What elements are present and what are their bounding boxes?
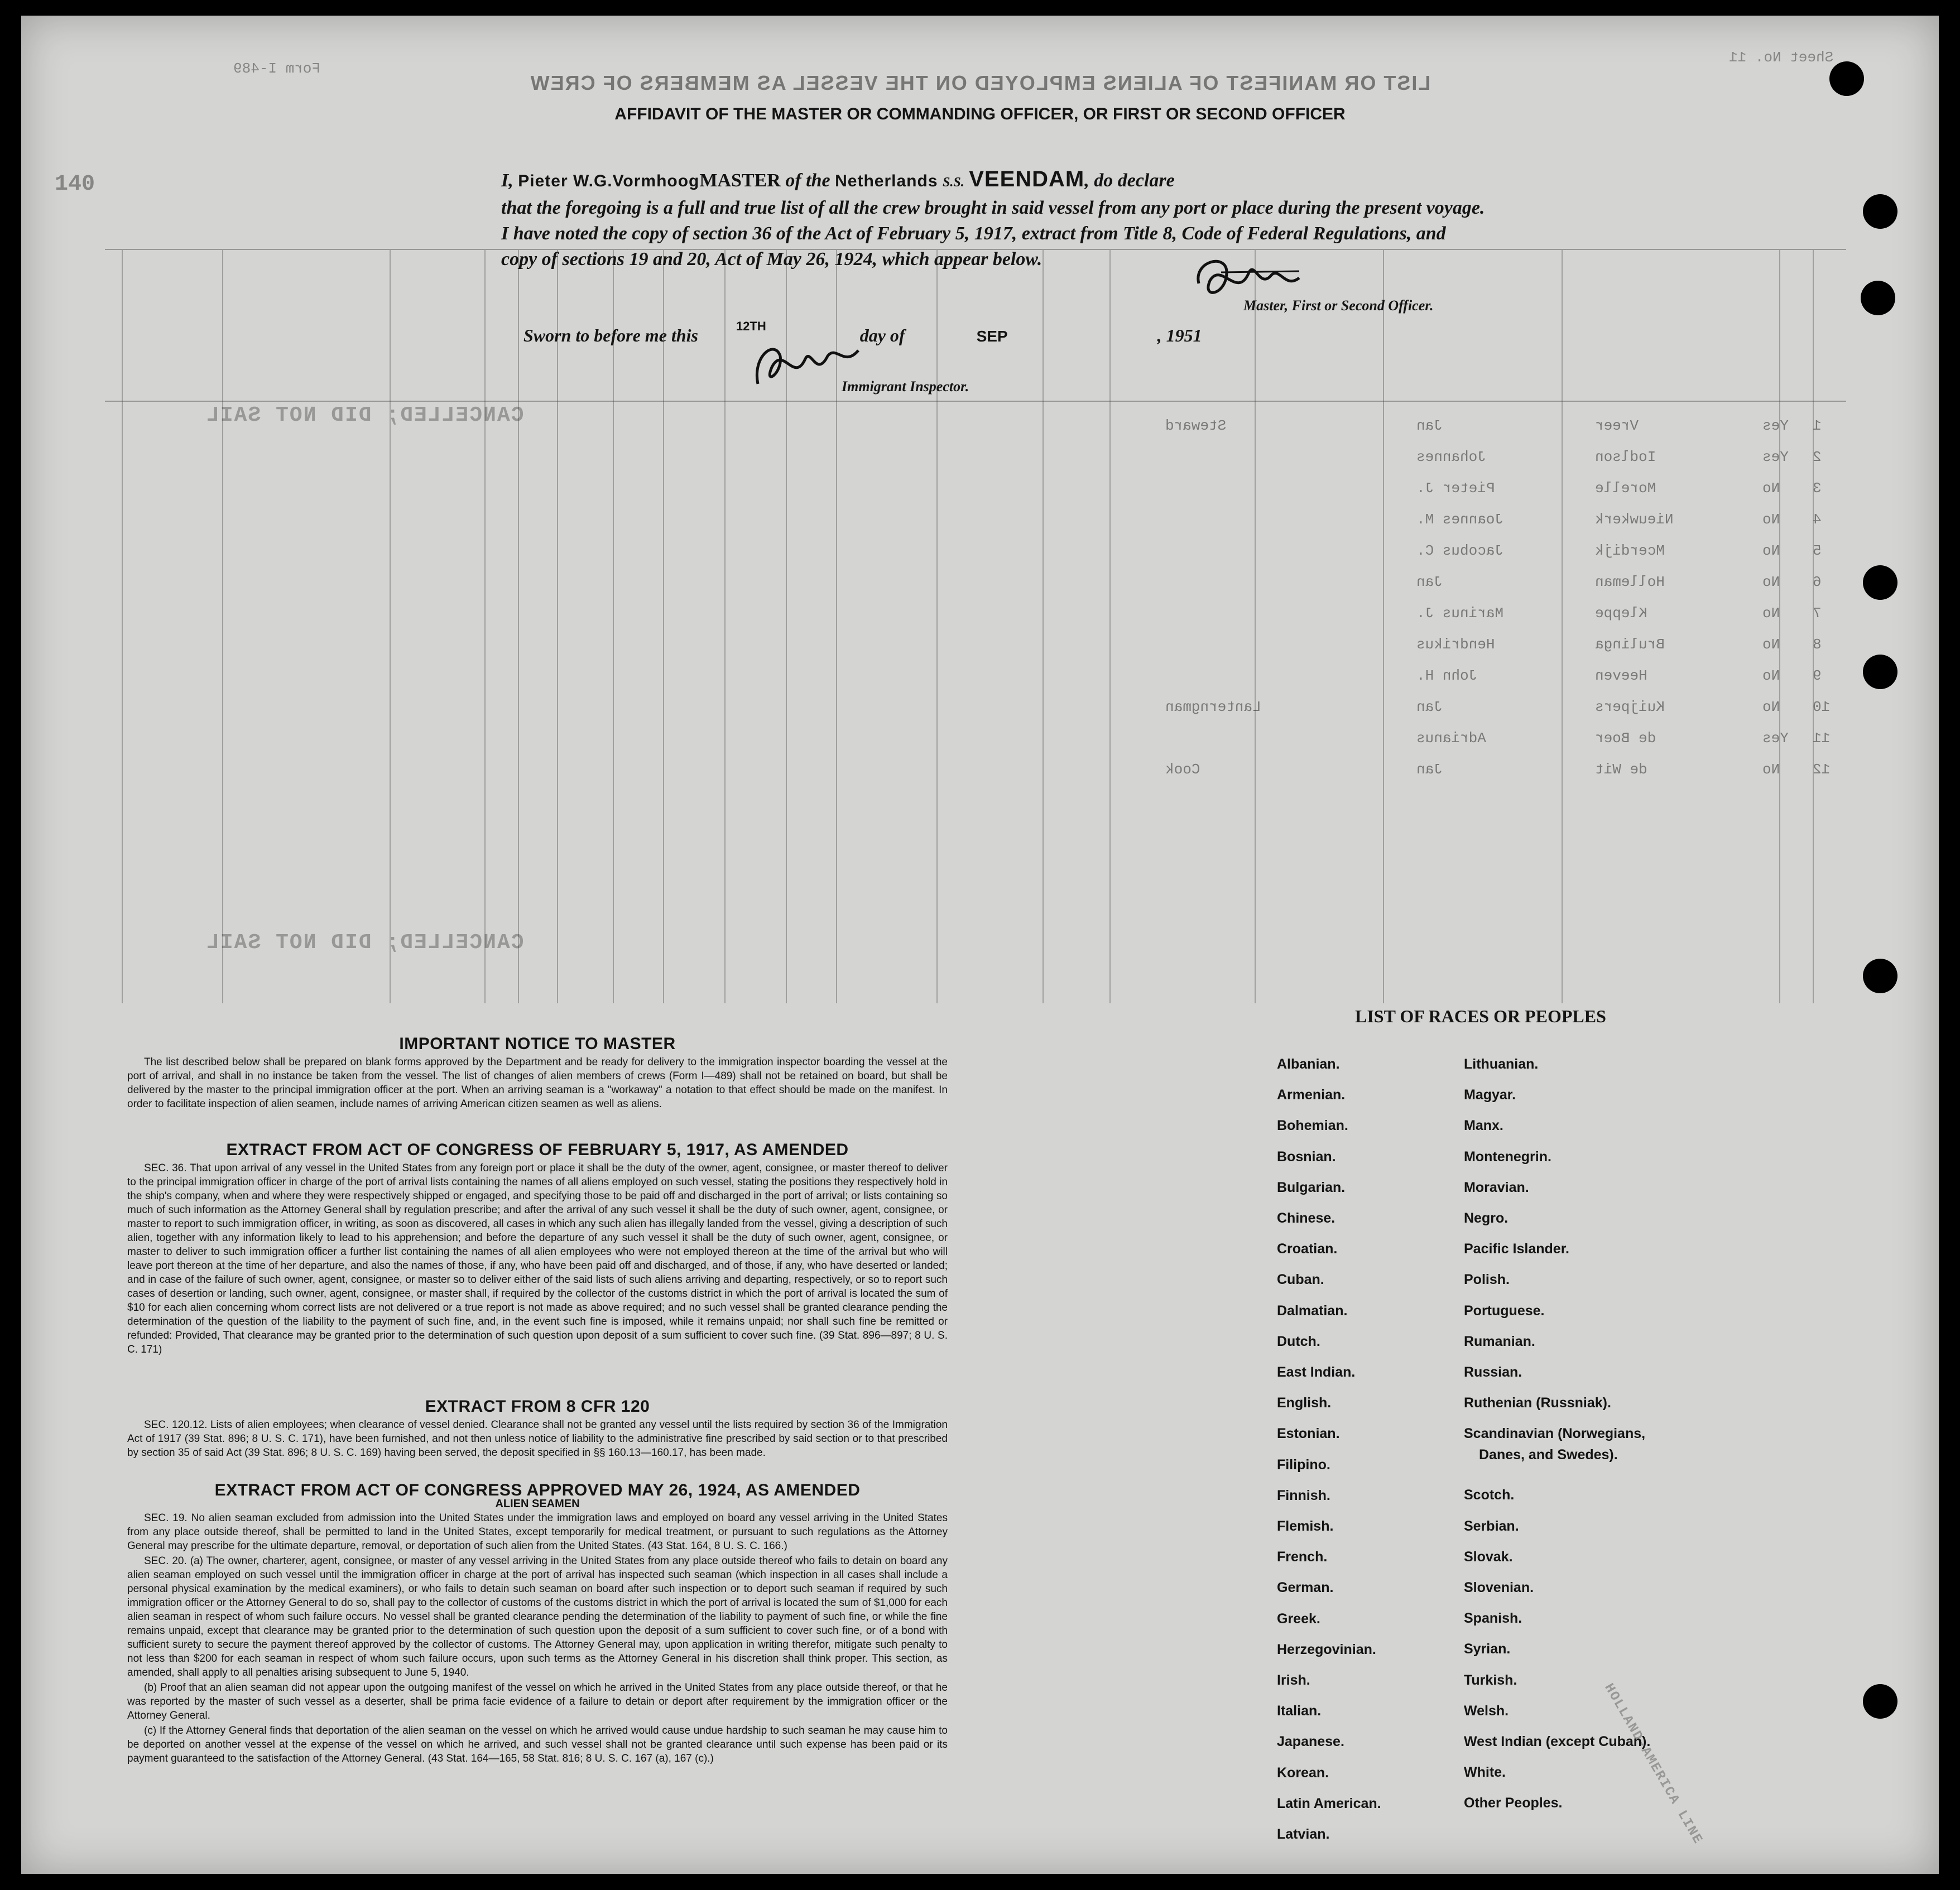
sheet-label: Sheet No. 11 bbox=[1729, 49, 1834, 66]
race-item: Portuguese. bbox=[1464, 1302, 1545, 1319]
row-number: 11 bbox=[1813, 730, 1831, 747]
side-stamp: HOLLAND-AMERICA LINE bbox=[1601, 1681, 1706, 1848]
important-notice-title: IMPORTANT NOTICE TO MASTER bbox=[399, 1035, 676, 1053]
affidavit-title: AFFIDAVIT OF THE MASTER OR COMMANDING OFFICER, OR FIRST OR SECOND OFFICER bbox=[614, 105, 1346, 123]
table-row bbox=[21, 605, 1939, 636]
grid-header-rule bbox=[105, 401, 1846, 402]
race-item: White. bbox=[1464, 1764, 1506, 1781]
race-item: Negro. bbox=[1464, 1210, 1509, 1226]
table-row bbox=[21, 730, 1939, 761]
row-given-name: John H. bbox=[1416, 667, 1478, 684]
race-item: Armenian. bbox=[1277, 1087, 1346, 1103]
row-family-name: Iodlson bbox=[1595, 449, 1656, 465]
grid-top-rule bbox=[105, 249, 1846, 250]
page-mark: 140 bbox=[55, 172, 95, 197]
row-family-name: Kuijpers bbox=[1595, 699, 1665, 715]
cancelled-stamp: CANCELLED; DID NOT SAIL bbox=[205, 931, 524, 955]
race-item: Other Peoples. bbox=[1464, 1795, 1563, 1811]
race-item: Pacific Islander. bbox=[1464, 1241, 1569, 1257]
race-item: Polish. bbox=[1464, 1272, 1510, 1288]
table-row bbox=[21, 636, 1939, 667]
race-item: Slovenian. bbox=[1464, 1580, 1534, 1595]
row-family-name: Brulinga bbox=[1595, 636, 1665, 653]
punch-hole bbox=[1861, 281, 1895, 315]
race-item: Croatian. bbox=[1277, 1241, 1338, 1257]
race-item: West Indian (except Cuban). bbox=[1464, 1734, 1651, 1749]
affidavit-text bbox=[501, 166, 1495, 272]
race-item: French. bbox=[1277, 1549, 1328, 1565]
manifest-sheet bbox=[21, 16, 1939, 1874]
row-ability: No bbox=[1762, 574, 1780, 590]
punch-hole bbox=[1863, 194, 1897, 229]
master-word: MASTER bbox=[699, 170, 781, 191]
important-notice-text: The list described below shall be prepared on blank forms approved by the Department and be ready for delivery to the immigration inspector boarding the vessel at the port of arrival, and shall in no instance be taken from the vessel. The list of changes of alien members of crews (Form I—489) shall not be retained on board, but shall be delivered by the master to the principal immigration officer at the port. When an arriving seaman is a "workaway" a notation to that effect should be made on the manifest. In order to facilitate inspection of alien seamen, include names of arriving American citizen seamen as well as aliens. bbox=[127, 1056, 948, 1110]
race-item: Bosnian. bbox=[1277, 1148, 1336, 1165]
master-signature bbox=[1188, 250, 1310, 311]
vessel-nationality: Netherlands bbox=[835, 172, 938, 190]
race-item: Herzegovinian. bbox=[1277, 1641, 1376, 1657]
row-number: 4 bbox=[1813, 511, 1822, 528]
race-item: Filipino. bbox=[1277, 1456, 1330, 1473]
race-item: Magyar. bbox=[1464, 1087, 1516, 1103]
row-family-name: Heeven bbox=[1595, 667, 1647, 684]
affidavit-i: I, bbox=[501, 170, 513, 191]
inspector-signature bbox=[741, 334, 864, 395]
race-item: East Indian. bbox=[1277, 1364, 1356, 1380]
race-item: Greek. bbox=[1277, 1610, 1320, 1627]
day-of-text: day of bbox=[859, 325, 905, 345]
extract-cfr-text: SEC. 120.12. Lists of alien employees; when clearance of vessel denied. Clearance shall not be granted any vessel until the lists required by section 36 of the Immigration Act of 1917 (39 Stat. 896; 8 U. S. C. 171), have been furnished, and not then unless notice of liability to the administrative fine prescribed by said section or to that prescribed by section 35 of said Act (39 Stat. 896; 8 U. S. C. 169) having been served, the deposit specified in §§ 160.13—160.17, has been made. bbox=[127, 1419, 948, 1459]
race-item: Cuban. bbox=[1277, 1272, 1324, 1288]
row-number: 10 bbox=[1813, 699, 1831, 715]
master-name: Pieter W.G.Vormhoog bbox=[518, 172, 700, 190]
race-item: Chinese. bbox=[1277, 1210, 1336, 1226]
row-number: 7 bbox=[1813, 605, 1822, 622]
sec20b-text: (b) Proof that an alien seaman did not appear upon the outgoing manifest of the vessel on which he arrived in the United States from any place outside thereof, or that he was reported by the master of such vessel as a deserter, shall be prima facie evidence of a failure to detain or deport after requirement by the immigration officer or the Attorney General. bbox=[127, 1682, 948, 1721]
row-given-name: Hendrikus bbox=[1416, 636, 1495, 653]
row-given-name: Johannes bbox=[1416, 449, 1486, 465]
extract-1924 bbox=[127, 1483, 948, 1767]
row-given-name: Jacobus C. bbox=[1416, 542, 1504, 559]
race-item: Slovak. bbox=[1464, 1548, 1513, 1565]
race-item: Dalmatian. bbox=[1277, 1302, 1348, 1319]
extract-cfr-title: EXTRACT FROM 8 CFR 120 bbox=[425, 1397, 650, 1416]
punch-hole bbox=[1863, 959, 1897, 993]
affidavit-line-1 bbox=[501, 166, 1495, 195]
extract-1924-title: EXTRACT FROM ACT OF CONGRESS APPROVED MAY 26, 1924, AS AMENDED bbox=[214, 1481, 861, 1499]
row-number: 2 bbox=[1813, 449, 1822, 465]
sec20c-text: (c) If the Attorney General finds that deportation of the alien seaman on the vessel on which he arrived would cause undue hardship to such seaman he may cause him to be deported on another vessel at the expense of the vessel on which he arrived, and such vessel shall not be granted clearance until such expense has been paid or its payment guaranteed to the satisfaction of the Attorney General. (43 Stat. 164—165, 58 Stat. 816; 8 U. S. C. 167 (a), 167 (c).) bbox=[127, 1725, 948, 1764]
row-ability: No bbox=[1762, 699, 1780, 715]
table-row bbox=[21, 667, 1939, 699]
row-family-name: Nieuwkerk bbox=[1595, 511, 1674, 528]
row-ability: No bbox=[1762, 605, 1780, 622]
race-item: Japanese. bbox=[1277, 1734, 1344, 1750]
race-item: Latvian. bbox=[1277, 1826, 1330, 1842]
sworn-year: , 1951 bbox=[1157, 325, 1202, 345]
row-position: Lanterngman bbox=[1165, 699, 1261, 715]
table-row bbox=[21, 574, 1939, 605]
race-item: Albanian. bbox=[1277, 1056, 1340, 1072]
row-ability: No bbox=[1762, 636, 1780, 653]
sworn-day: 12TH bbox=[736, 319, 766, 333]
row-ability: Yes bbox=[1762, 449, 1789, 465]
row-family-name: Holleman bbox=[1595, 574, 1665, 590]
sec19-text: SEC. 19. No alien seaman excluded from admission into the United States under the immigration laws and employed on board any vessel arriving in the United States from any place outside thereof, shall be permitted to land in the United States, except temporarily for medical treatment, or pursuant to such regulations as the Attorney General may prescribe for the ultimate departure, removal, or deportation of such alien from the United States. (43 Stat. 164, 8 U. S. C. 166.) bbox=[127, 1512, 948, 1552]
race-item: Moravian. bbox=[1464, 1179, 1529, 1195]
row-family-name: Mcerdijk bbox=[1595, 542, 1665, 559]
affidavit-line-4: copy of sections 19 and 20, Act of May 26, 1924, which appear below. bbox=[501, 249, 1043, 270]
affidavit-line-2: that the foregoing is a full and true list of all the crew brought in said vessel from any port or place during the present voyage. bbox=[501, 198, 1485, 218]
race-item: Ruthenian (Russniak). bbox=[1464, 1395, 1611, 1411]
race-item: Syrian. bbox=[1464, 1641, 1511, 1657]
table-row bbox=[21, 449, 1939, 480]
table-row bbox=[21, 761, 1939, 792]
row-number: 6 bbox=[1813, 574, 1822, 590]
row-given-name: Jan bbox=[1416, 574, 1443, 590]
row-ability: No bbox=[1762, 667, 1780, 684]
affidavit-line-3: I have noted the copy of section 36 of the Act of February 5, 1917, extract from Title 8, Code of Federal Regulations, and bbox=[501, 223, 1446, 244]
row-family-name: Kleppe bbox=[1595, 605, 1647, 622]
row-family-name: Morelle bbox=[1595, 480, 1656, 497]
race-item: Korean. bbox=[1277, 1764, 1329, 1781]
race-item: Turkish. bbox=[1464, 1672, 1517, 1688]
row-number: 1 bbox=[1813, 417, 1822, 434]
extract-1917-text: SEC. 36. That upon arrival of any vessel in the United States from any foreign port or place it shall be the duty of the owner, agent, consignee, or master thereof to deliver to the principal immigration officer in charge of the port of arrival lists containing the names of all aliens employed on such vessel, stating the positions they respectively hold in the ship's company, when and where they were respectively shipped or engaged, and specifying those to be paid off and discharged in the port of arrival; or lists containing so much of such information as the Attorney General shall by regulation prescribe; and after the arrival of any such vessel it shall be the duty of such owner, agent, consignee, or master to report to such immigration officer, in writing, as soon as discovered, all cases in which any such alien has illegally landed from the vessel, giving a description of such alien, together with any information likely to lead to his apprehension; and before the departure of any such vessel it shall be the duty of such owner, agent, consignee, or master to deliver to such immigration officer a further list containing the names of all alien employees who were not employed thereon at the time of the arrival but who will leave port thereon at the time of her departure, and also the names of those, if any, who have been paid off and discharged, and of those, if any, who have deserted or landed; and in case of the failure of such owner, agent, consignee, or master so to deliver either of the said lists of such aliens arriving and departing, respectively, or so to report such cases of desertion or landing, such owner, agent, consignee, or master shall, if required by the collector of the customs district in which the port of arrival is located the sum of $10 for each alien concerning whom correct lists are not delivered or a true report is not made as above required; and no such vessel shall be granted clearance pending the determination of the question of the liability to the payment of such fine, and, in the event such fine is imposed, while it remains unpaid; nor shall such fine be remitted or refunded: Provided, That clearance may be granted prior to the determination of such question upon deposit of a sum sufficient to cover such fine. (39 Stat. 896—897; 8 U. S. C. 171) bbox=[127, 1162, 948, 1355]
row-given-name: Pieter J. bbox=[1416, 480, 1495, 497]
table-row bbox=[21, 480, 1939, 511]
race-item: Irish. bbox=[1277, 1672, 1310, 1688]
row-number: 9 bbox=[1813, 667, 1822, 684]
row-given-name: Jan bbox=[1416, 761, 1443, 778]
inspector-signature-label: Immigrant Inspector. bbox=[842, 378, 969, 395]
race-item: Italian. bbox=[1277, 1703, 1322, 1719]
race-item: Lithuanian. bbox=[1464, 1056, 1539, 1072]
row-family-name: de Boer bbox=[1595, 730, 1656, 747]
row-ability: Yes bbox=[1762, 730, 1789, 747]
master-signature-label: Master, First or Second Officer. bbox=[1243, 297, 1434, 314]
races-title: LIST OF RACES OR PEOPLES bbox=[1355, 1006, 1606, 1026]
race-item: Montenegrin. bbox=[1464, 1148, 1551, 1165]
row-given-name: Jan bbox=[1416, 699, 1443, 715]
mirrored-title: LIST OR MANIFEST OF ALIENS EMPLOYED ON THE VESSEL AS MEMBERS OF CREW bbox=[529, 71, 1431, 94]
sec20a-text: SEC. 20. (a) The owner, charterer, agent, consignee, or master of any vessel arriving in the United States from any place outside thereof who fails to detain on board any alien seaman employed on such vessel until the immigration officer in charge at the port of arrival has inspected such seaman (which inspection in all cases shall include a personal physical examination by the medical examiners), or who fails to detain such seaman on board after such inspection or to deport such seaman if required by such immigration officer or the Attorney General to do so, shall pay to the collector of customs of the customs district in which the port of arrival is located the sum of $1,000 for each alien seaman in respect of whom such failure occurs. No vessel shall be granted clearance pending the determination of the liability to payment of such fine, or while the fine remains unpaid, except that clearance may be granted prior to the determination of such question upon the deposit of a sum sufficient to cover such fine, or of a bond with sufficient surety to secure the payment thereof approved by the collector of customs. The Attorney General may, upon application in writing therefor, mitigate such penalty to not less than $200 for each seaman in respect of whom such failure occurs, upon such terms as the Attorney General in his discretion shall think proper. This section, as amended, shall apply to all penalties arising subsequent to June 5, 1940. bbox=[127, 1555, 948, 1679]
race-item: English. bbox=[1277, 1395, 1332, 1411]
vessel-name: VEENDAM bbox=[969, 167, 1085, 191]
race-item: Scotch. bbox=[1464, 1487, 1515, 1503]
row-ability: No bbox=[1762, 761, 1780, 778]
row-position: Cook bbox=[1165, 761, 1200, 778]
race-item: Russian. bbox=[1464, 1364, 1522, 1380]
row-ability: No bbox=[1762, 511, 1780, 528]
extract-1924-subtitle: ALIEN SEAMEN bbox=[495, 1498, 580, 1510]
ss-label: S.S. bbox=[943, 175, 964, 190]
punch-hole bbox=[1863, 1684, 1897, 1719]
row-number: 3 bbox=[1813, 480, 1822, 497]
table-row bbox=[21, 542, 1939, 574]
race-item: Spanish. bbox=[1464, 1610, 1522, 1627]
row-given-name: Joannes M. bbox=[1416, 511, 1504, 528]
row-number: 5 bbox=[1813, 542, 1822, 559]
row-number: 8 bbox=[1813, 636, 1822, 653]
row-family-name: de Wit bbox=[1595, 761, 1647, 778]
of-the: of the bbox=[785, 170, 830, 191]
race-item: Estonian. bbox=[1277, 1426, 1340, 1442]
row-family-name: Vreer bbox=[1595, 417, 1639, 434]
row-ability: No bbox=[1762, 480, 1780, 497]
extract-1917-title: EXTRACT FROM ACT OF CONGRESS OF FEBRUARY 5, 1917, AS AMENDED bbox=[226, 1141, 849, 1159]
row-number: 12 bbox=[1813, 761, 1831, 778]
important-notice bbox=[127, 1037, 948, 1112]
race-item: Flemish. bbox=[1277, 1518, 1334, 1534]
race-item: Welsh. bbox=[1464, 1703, 1509, 1719]
extract-1917 bbox=[127, 1143, 948, 1358]
row-position: Steward bbox=[1165, 417, 1227, 434]
race-item: Dutch. bbox=[1277, 1333, 1320, 1349]
table-row bbox=[21, 699, 1939, 730]
sworn-text: Sworn to before me this bbox=[523, 325, 698, 345]
row-given-name: Adrianus bbox=[1416, 730, 1486, 747]
table-row bbox=[21, 511, 1939, 542]
race-item: Finnish. bbox=[1277, 1487, 1330, 1503]
do-declare: , do declare bbox=[1084, 170, 1175, 191]
race-item: Bulgarian. bbox=[1277, 1179, 1346, 1195]
row-ability: No bbox=[1762, 542, 1780, 559]
row-given-name: Jan bbox=[1416, 417, 1443, 434]
cancelled-stamp: CANCELLED; DID NOT SAIL bbox=[205, 403, 524, 427]
race-item: Scandinavian (Norwegians, bbox=[1464, 1426, 1646, 1442]
form-label: Form I-489 bbox=[233, 60, 321, 77]
row-ability: Yes bbox=[1762, 417, 1789, 434]
race-item: Bohemian. bbox=[1277, 1118, 1348, 1134]
race-item: Latin American. bbox=[1277, 1795, 1381, 1811]
race-item: Danes, and Swedes). bbox=[1479, 1447, 1618, 1463]
sworn-month: SEP bbox=[976, 328, 1008, 345]
race-item: German. bbox=[1277, 1580, 1334, 1596]
race-item: Rumanian. bbox=[1464, 1333, 1535, 1349]
race-item: Manx. bbox=[1464, 1118, 1503, 1134]
extract-cfr bbox=[127, 1397, 948, 1461]
row-given-name: Marinus J. bbox=[1416, 605, 1504, 622]
race-item: Serbian. bbox=[1464, 1518, 1519, 1534]
